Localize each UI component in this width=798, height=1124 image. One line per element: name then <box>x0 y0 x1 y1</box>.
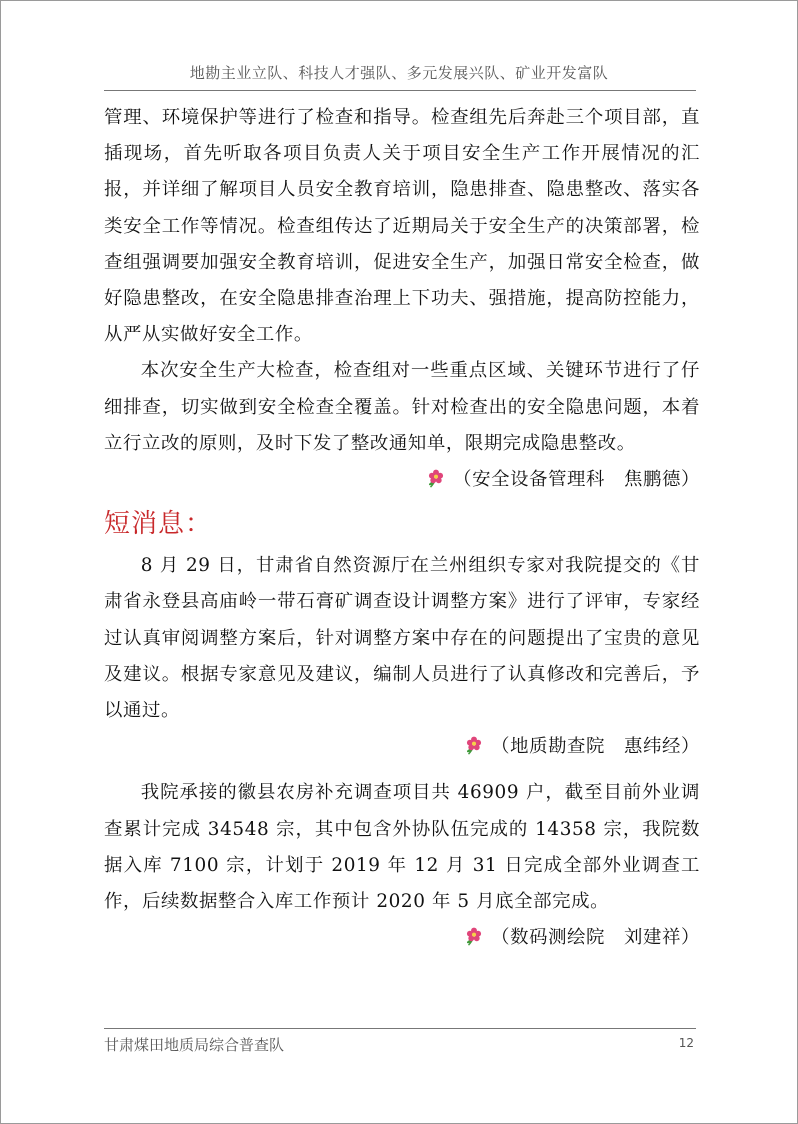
page-header: 地勘主业立队、科技人才强队、多元发展兴队、矿业开发富队 <box>189 64 609 82</box>
spacer <box>104 765 700 775</box>
header-divider <box>104 90 696 91</box>
news-item-2-signature-text: （数码测绘院 刘建祥） <box>491 927 700 949</box>
news-item-1-signature-text: （地质勘查院 惠纬经） <box>491 736 700 758</box>
news-item-2-signature <box>104 920 700 956</box>
article-paragraph-2: 本次安全生产大检查，检查组对一些重点区域、关键环节进行了仔细排查，切实做到安全检查全覆盖。针对检查出的安全隐患问题，本着立行立改的原则，及时下发了整改通知单，限期完成隐患整改。 <box>104 360 700 454</box>
news-item-2: 我院承接的徽县农房补充调查项目共 46909 户，截至目前外业调查累计完成 34548 宗，其中包含外协队伍完成的 14358 宗，我院数据入库 7100 宗，计划于 2019 年 12 月 31 日完成全部外业调查工作，后续数据整合入库工作预计 2020 年 5 月底全部完成。 <box>104 782 700 913</box>
article-paragraph-1: 管理、环境保护等进行了检查和指导。检查组先后奔赴三个项目部，直插现场，首先听取各项目负责人关于项目安全生产工作开展情况的汇报，并详细了解项目人员安全教育培训，隐患排查、隐患整改、落实各类安全工作等情况。检查组传达了近期局关于安全生产的决策部署，检查组强调要加强安全教育培训，促进安全生产，加强日常安全检查，做好隐患整改，在安全隐患排查治理上下功夫、强措施，提高防控能力，从严从实做好安全工作。 <box>104 107 700 346</box>
page-number: 12 <box>678 1036 694 1050</box>
news-item-1: 8 月 29 日，甘肃省自然资源厅在兰州组织专家对我院提交的《甘肃省永登县高庙岭一带石膏矿调查设计调整方案》进行了评审，专家经过认真审阅调整方案后，针对调整方案中存在的问题提出了宝贵的意见及建议。根据专家意见及建议，编制人员进行了认真修改和完善后，予以通过。 <box>104 555 700 722</box>
page-content <box>104 100 700 956</box>
article-signature <box>104 462 700 498</box>
flower-icon <box>463 925 485 947</box>
footer-divider <box>104 1028 696 1029</box>
section-title: 短消息： <box>104 509 213 540</box>
flower-icon <box>463 734 485 756</box>
footer-organization: 甘肃煤田地质局综合普查队 <box>104 1036 285 1054</box>
article-signature-text: （安全设备管理科 焦鹏德） <box>453 469 700 491</box>
news-item-1-signature <box>104 729 700 765</box>
flower-icon <box>425 467 447 489</box>
